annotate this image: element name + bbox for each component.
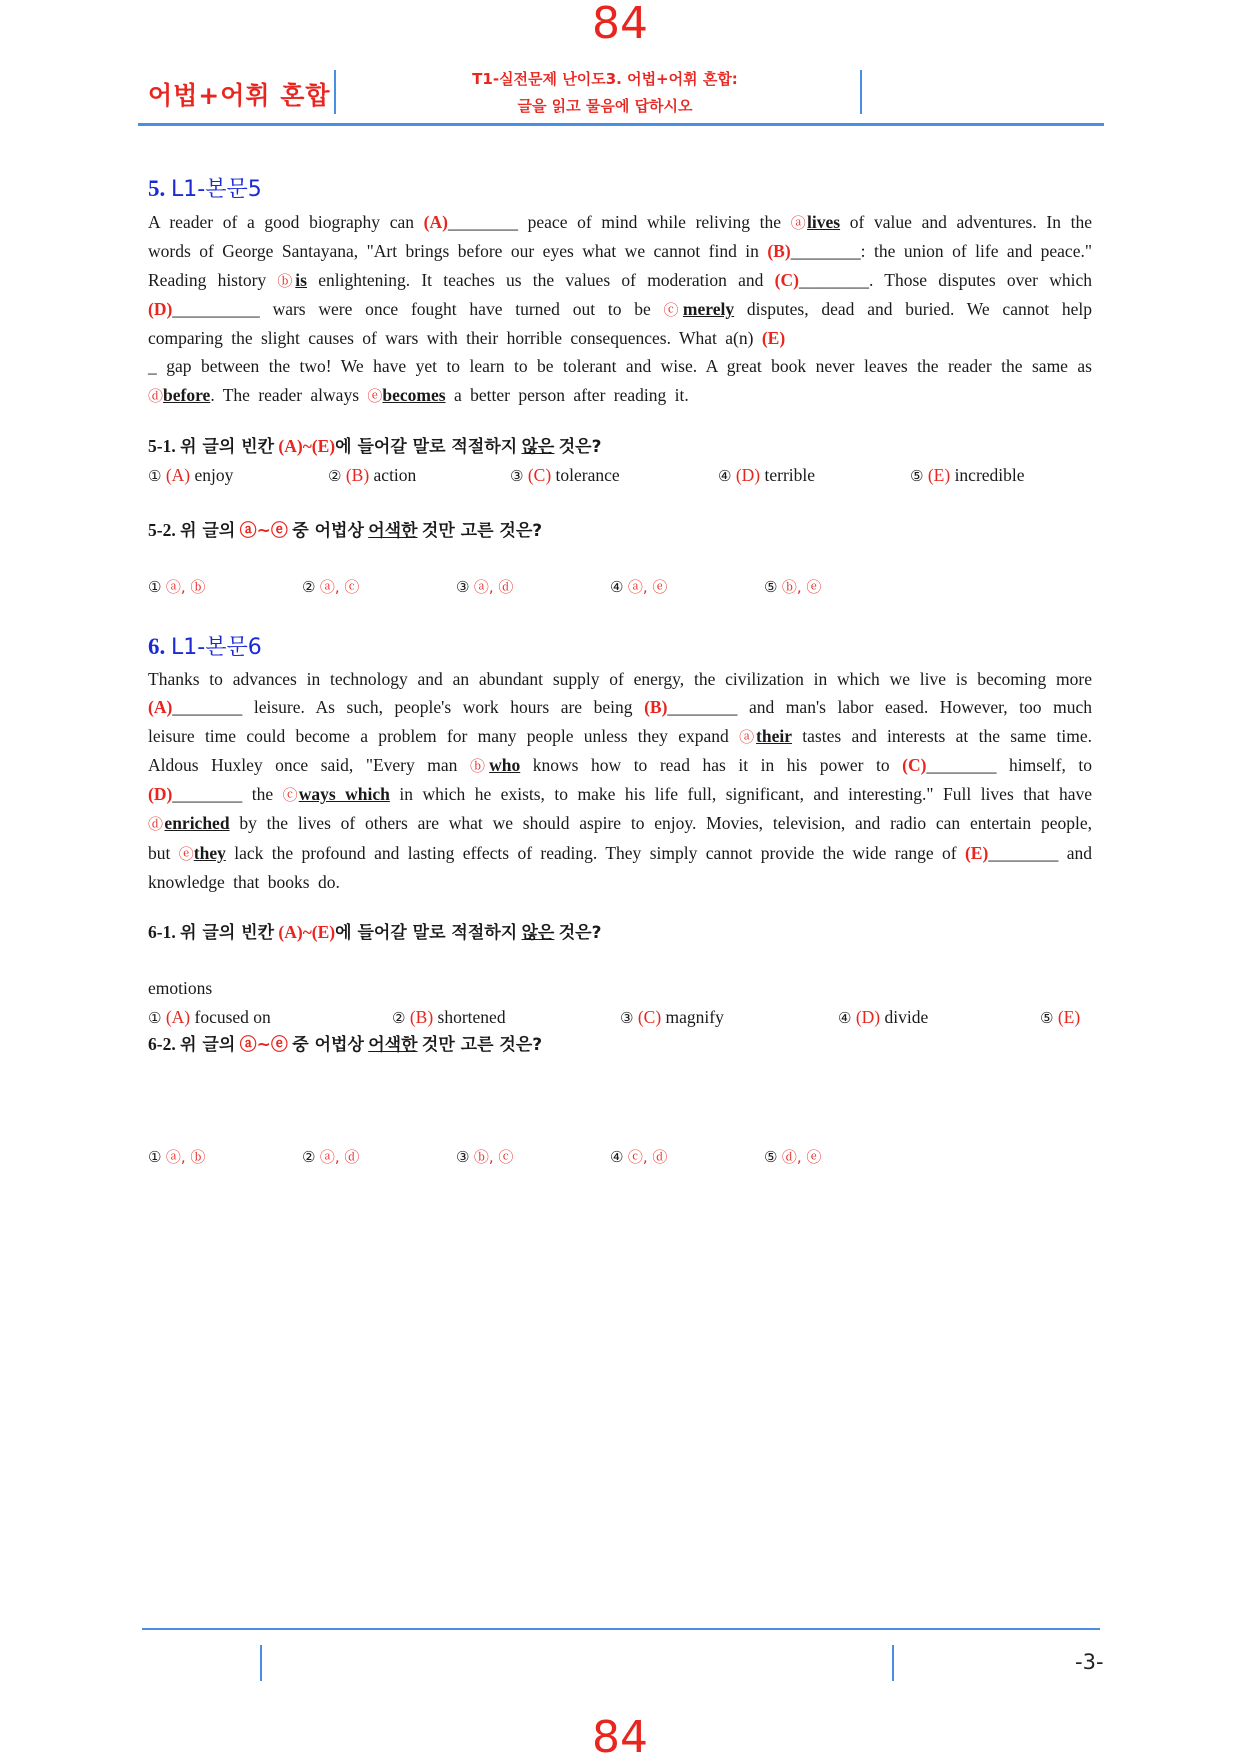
question-6-1 (148, 918, 1092, 943)
header-subtitle-line1: T1-실전문제 난이도3. 어법+어휘 혼합: (472, 70, 738, 88)
option-2[interactable]: ② ⓐ, ⓒ (302, 578, 360, 596)
option-2[interactable]: ② (B) action (328, 465, 417, 485)
header-title: 어법+어휘 혼합 (148, 81, 331, 110)
section-5-label: L1-본문5 (171, 177, 262, 202)
question-number: 6-1. (148, 922, 176, 942)
footer-rule (142, 1628, 1100, 1630)
question-text: 위 글의 (180, 521, 236, 541)
page-header (138, 62, 1104, 126)
question-range: (A)~(E) (278, 436, 336, 456)
section-5 (148, 172, 1092, 203)
question-range: (A)~(E) (278, 922, 336, 942)
page-number-bottom: 84 (592, 1712, 648, 1763)
question-text: 것만 고른 것은? (421, 1035, 543, 1055)
question-text: 중 어법상 (292, 1035, 364, 1055)
question-text: 위 글의 (180, 1035, 236, 1055)
option-5-continued: emotions (148, 978, 213, 998)
question-text: 중 어법상 (292, 521, 364, 541)
option-1[interactable]: ① ⓐ, ⓑ (148, 578, 206, 596)
option-1[interactable]: ① (A) enjoy (148, 465, 234, 485)
header-subtitle-line2: 글을 읽고 물음에 답하시오 (517, 97, 693, 115)
footer-divider-right (892, 1645, 894, 1681)
option-4[interactable]: ④ (D) terrible (718, 465, 816, 485)
question-emphasis: 어색한 (368, 521, 418, 541)
option-3[interactable]: ③ (C) tolerance (510, 465, 620, 485)
section-5-number: 5. (148, 176, 166, 201)
section-6 (148, 630, 1092, 661)
option-3[interactable]: ③ ⓑ, ⓒ (456, 1148, 514, 1166)
header-divider-right (860, 70, 862, 114)
question-text: 것만 고른 것은? (421, 521, 543, 541)
question-6-2 (148, 1030, 1092, 1055)
question-text: 것은? (558, 437, 602, 457)
section-6-label: L1-본문6 (171, 635, 262, 660)
question-emphasis: 어색한 (368, 1035, 418, 1055)
question-number: 6-2. (148, 1034, 176, 1054)
option-1[interactable]: ① (A) focused on (148, 1007, 271, 1027)
passage-6: Thanks to advances in technology and an abundant supply of energy, the civilization in which we live is becoming more (A)________ leisure. As such, people's work hours are being (B)________ and man's labor eased. However, too much leisure time could become a problem for many people unless they expand ⓐtheir tastes and interests at the same time. Aldous Huxley once said, "Every man ⓑwho knows how to read has it in his power to (C)________ himself, to (D)________ the ⓒways which in which he exists, to make his life full, significant, and interesting." Full lives that have ⓓenriched by the lives of others are what we should aspire to enjoy. Movies, television, and radio can entertain people, but ⓔthey lack the profound and lasting effects of reading. They simply cannot provide the wide range of (E)________ and knowledge that books do. (148, 669, 1092, 893)
question-range: ⓐ~ⓔ (239, 1035, 288, 1055)
option-2[interactable]: ② (B) shortened (392, 1007, 506, 1027)
page-number-top: 84 (592, 0, 648, 49)
option-5[interactable]: ⑤ ⓓ, ⓔ (764, 1148, 822, 1166)
question-emphasis: 않은 (521, 923, 555, 943)
option-3[interactable]: ③ ⓐ, ⓓ (456, 578, 514, 596)
option-3[interactable]: ③ (C) magnify (620, 1007, 724, 1027)
question-emphasis: 않은 (521, 437, 555, 457)
header-subtitle (338, 66, 872, 120)
options-6-2 (148, 1146, 1092, 1174)
option-4[interactable]: ④ (D) divide (838, 1007, 929, 1027)
footer-divider-left (260, 1645, 262, 1681)
section-5-title (148, 172, 1092, 203)
question-text: 것은? (558, 923, 602, 943)
header-divider-left (334, 70, 336, 114)
question-range: ⓐ~ⓔ (239, 521, 288, 541)
option-1[interactable]: ① ⓐ, ⓑ (148, 1148, 206, 1166)
question-text: 위 글의 빈칸 (180, 923, 275, 943)
question-text: 위 글의 빈칸 (180, 437, 275, 457)
passage-5: A reader of a good biography can (A)________ peace of mind while reliving the ⓐlives of value and adventures. In the words of George Santayana, "Art brings before our eyes what we cannot find in (B)________: the union of life and peace." Reading history ⓑis enlightening. It teaches us the values of moderation and (C)________. Those disputes over which (D)__________ wars were once fought have turned out to be ⓒmerely disputes, dead and buried. We cannot help comparing the slight causes of wars with their horrible consequences. What a(n) (E) _ gap between the two! We have yet to learn to be tolerant and wise. A great book never leaves the reader the same as ⓓbefore. The reader always ⓔbecomes a better person after reading it. (148, 212, 1092, 405)
option-4[interactable]: ④ ⓒ, ⓓ (610, 1148, 668, 1166)
footer-page-number: -3- (1075, 1650, 1104, 1674)
option-5[interactable]: ⑤ ⓑ, ⓔ (764, 578, 822, 596)
options-5-1 (148, 465, 1092, 493)
question-text: 에 들어갈 말로 적절하지 (335, 923, 518, 943)
section-6-title (148, 630, 1092, 661)
question-number: 5-2. (148, 520, 176, 540)
header-rule (138, 123, 1104, 126)
option-4[interactable]: ④ ⓐ, ⓔ (610, 578, 668, 596)
question-text: 에 들어갈 말로 적절하지 (335, 437, 518, 457)
options-5-2 (148, 576, 1092, 604)
section-6-number: 6. (148, 634, 166, 659)
question-5-2 (148, 516, 1092, 541)
option-2[interactable]: ② ⓐ, ⓓ (302, 1148, 360, 1166)
question-number: 5-1. (148, 436, 176, 456)
option-5[interactable]: ⑤ (E) incredible (910, 465, 1025, 485)
question-5-1 (148, 432, 1092, 457)
option-5[interactable]: ⑤ (E) (1040, 1007, 1081, 1027)
